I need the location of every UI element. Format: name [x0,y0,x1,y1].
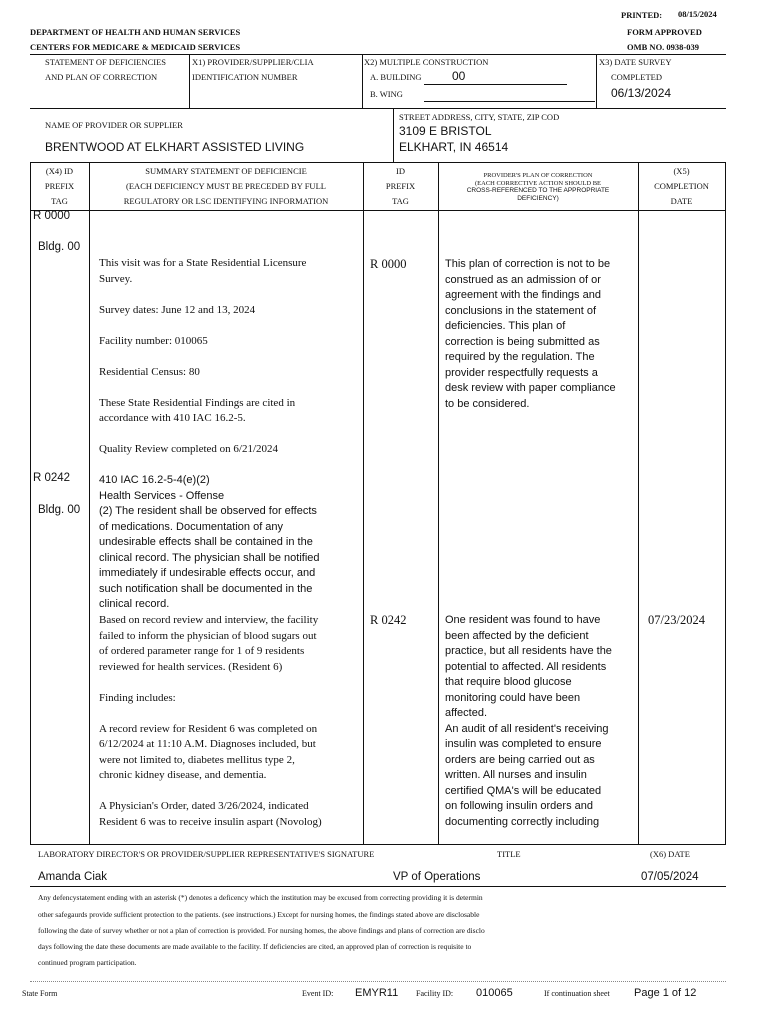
entry2-summary: Based on record review and interview, the facility failed to inform the physician of blood sugars out of ordered parameter range for 1 of 9 residents reviewed for health services. (Resident 6) Finding includes: A record review for Resident 6 was completed on 6/12/2024 at 11:10 A.M. Diagnoses included, but were not limited to, diabetes mellitus type 2, chronic kidney disease, and dementia. A Physician's Order, dated 3/26/2024, indicated Resident 6 was to receive insulin aspart (Novolog) [99,614,322,828]
entry2-plan: One resident was found to have been affected by the deficient practice, but all residents have the potential to affected. All residents that require blood glucose monitoring could have been affected. An audit of all resident's receiving insulin was completed to ensure orders are being carried out as written. All nurses and insulin certified QMA's will be educated on following insulin orders and documenting correctly including [445,614,612,828]
entry2-bldg: Bldg. 00 [38,504,81,516]
summary-head-2: (EACH DEFICIENCY MUST BE PRECEDED BY FULL [126,181,326,191]
page-number: Page 1 of 12 [634,987,697,999]
event-id: EMYR11 [355,987,399,999]
x2-building-label: A. BUILDING [370,72,422,82]
title-label: TITLE [497,849,521,859]
provider-name-label: NAME OF PROVIDER OR SUPPLIER [45,120,183,130]
x2-wing-label: B. WING [370,89,403,99]
x1-label-1: X1) PROVIDER/SUPPLIER/CLIA [192,57,314,67]
address-line-2: ELKHART, IN 46514 [399,140,509,154]
continuation-label: If continuation sheet [544,989,610,998]
centers-title: CENTERS FOR MEDICARE & MEDICAID SERVICES [30,42,241,52]
x2-building-value: 00 [452,69,466,83]
entry2-regulation: 410 IAC 16.2-5-4(e)(2) Health Services - Offense (2) The resident shall be observed for effects of medications. Documentation of any undesirable effects shall be contained in the clinical record. The physician shall be notified immediately if undesirable effects occur, and such notification shall be documented in the clinical record. [99,474,320,610]
statement-label-2: AND PLAN OF CORRECTION [45,72,158,82]
entry1-prefix-tag: R 0000 [33,210,71,222]
x5-head-1: (X5) [673,166,690,176]
plan-head-2: (EACH CORRECTIVE ACTION SHOULD BE [474,180,602,187]
printed-date: 08/15/2024 [678,9,717,19]
x4-head-3: TAG [51,196,68,206]
entry2-completion-date: 07/23/2024 [648,613,705,627]
entry1-id-tag: R 0000 [370,257,407,271]
x3-date: 06/13/2024 [611,86,672,100]
id-head-1: ID [396,166,405,176]
plan-head-3: CROSS-REFERENCED TO THE APPROPRIATE [466,187,610,194]
state-form-label: State Form [22,989,58,998]
x4-head-2: PREFIX [44,181,75,191]
x2-title: X2) MULTIPLE CONSTRUCTION [364,57,489,67]
dept-title: DEPARTMENT OF HEALTH AND HUMAN SERVICES [30,27,241,37]
footnote-line-4: days following the date these documents are made available to the facility. If deficiencies are cited, an approved plan of correction is requisite to [38,942,472,951]
x1-label-2: IDENTIFICATION NUMBER [192,72,298,82]
x5-head-3: DATE [670,196,693,206]
signature-title: VP of Operations [393,871,481,883]
signature-date: 07/05/2024 [641,871,699,883]
entry1-plan: This plan of correction is not to be construed as an admission of or agreement with the findings and conclusions in the statement of deficiencies. This plan of correction is being submitted as required by the regulation. The provider respectfully requests a desk review with paper compliance to be considered. [445,258,616,410]
statement-label-1: STATEMENT OF DEFICIENCIES [45,57,167,67]
footnote-line-1: Any defencystatement ending with an asterisk (*) denotes a deficency which the institution may be excused from correcting providing it is determin [38,893,483,902]
x3-title: X3) DATE SURVEY [599,57,672,67]
signature-label: LABORATORY DIRECTOR'S OR PROVIDER/SUPPLIER REPRESENTATIVE'S SIGNATURE [38,849,375,859]
summary-head-3: REGULATORY OR LSC IDENTIFYING INFORMATION [123,196,329,206]
omb-number: OMB NO. 0938-039 [627,42,700,52]
entry2-id-tag: R 0242 [370,613,407,627]
provider-name: BRENTWOOD AT ELKHART ASSISTED LIVING [45,140,305,154]
signature-name: Amanda Ciak [38,871,108,883]
x6-date-label: (X6) DATE [650,849,690,859]
facility-id-label: Facility ID: [416,989,454,998]
entry1-summary: This visit was for a State Residential Licensure Survey. Survey dates: June 12 and 13, 2024 Facility number: 010065 Residential Census: 80 These State Residential Findings are cited in accordance with 410 IAC 16.2-5. Quality Review completed on 6/21/2024 [99,257,307,455]
address-line-1: 3109 E BRISTOL [399,124,492,138]
event-id-label: Event ID: [302,989,334,998]
id-head-3: TAG [392,196,409,206]
footnote-line-5: continued program participation. [38,958,137,967]
entry2-prefix-tag: R 0242 [33,472,71,484]
facility-id: 010065 [476,987,513,999]
address-label: STREET ADDRESS, CITY, STATE, ZIP COD [399,112,560,122]
summary-head-1: SUMMARY STATEMENT OF DEFICIENCIE [145,166,307,176]
printed-label: PRINTED: [621,10,663,20]
x4-head-1: (X4) ID [45,166,74,176]
x3-completed: COMPLETED [611,72,662,82]
plan-head-1: PROVIDER'S PLAN OF CORRECTION [483,172,593,179]
plan-head-4: DEFICIENCY) [517,195,559,202]
id-head-2: PREFIX [385,181,416,191]
x5-head-2: COMPLETION [654,181,709,191]
footnote-line-2: other safegaurds provide sufficient protection to the patients. (see instructions.) Except for nursing homes, the findings stated above are disclosable [38,910,480,919]
entry1-bldg: Bldg. 00 [38,241,81,253]
form-approved: FORM APPROVED [627,27,702,37]
footnote-line-3: following the date of survey whether or not a plan of correction is provided. For nursing homes, the above findings and plans of correction are disclo [38,926,485,935]
